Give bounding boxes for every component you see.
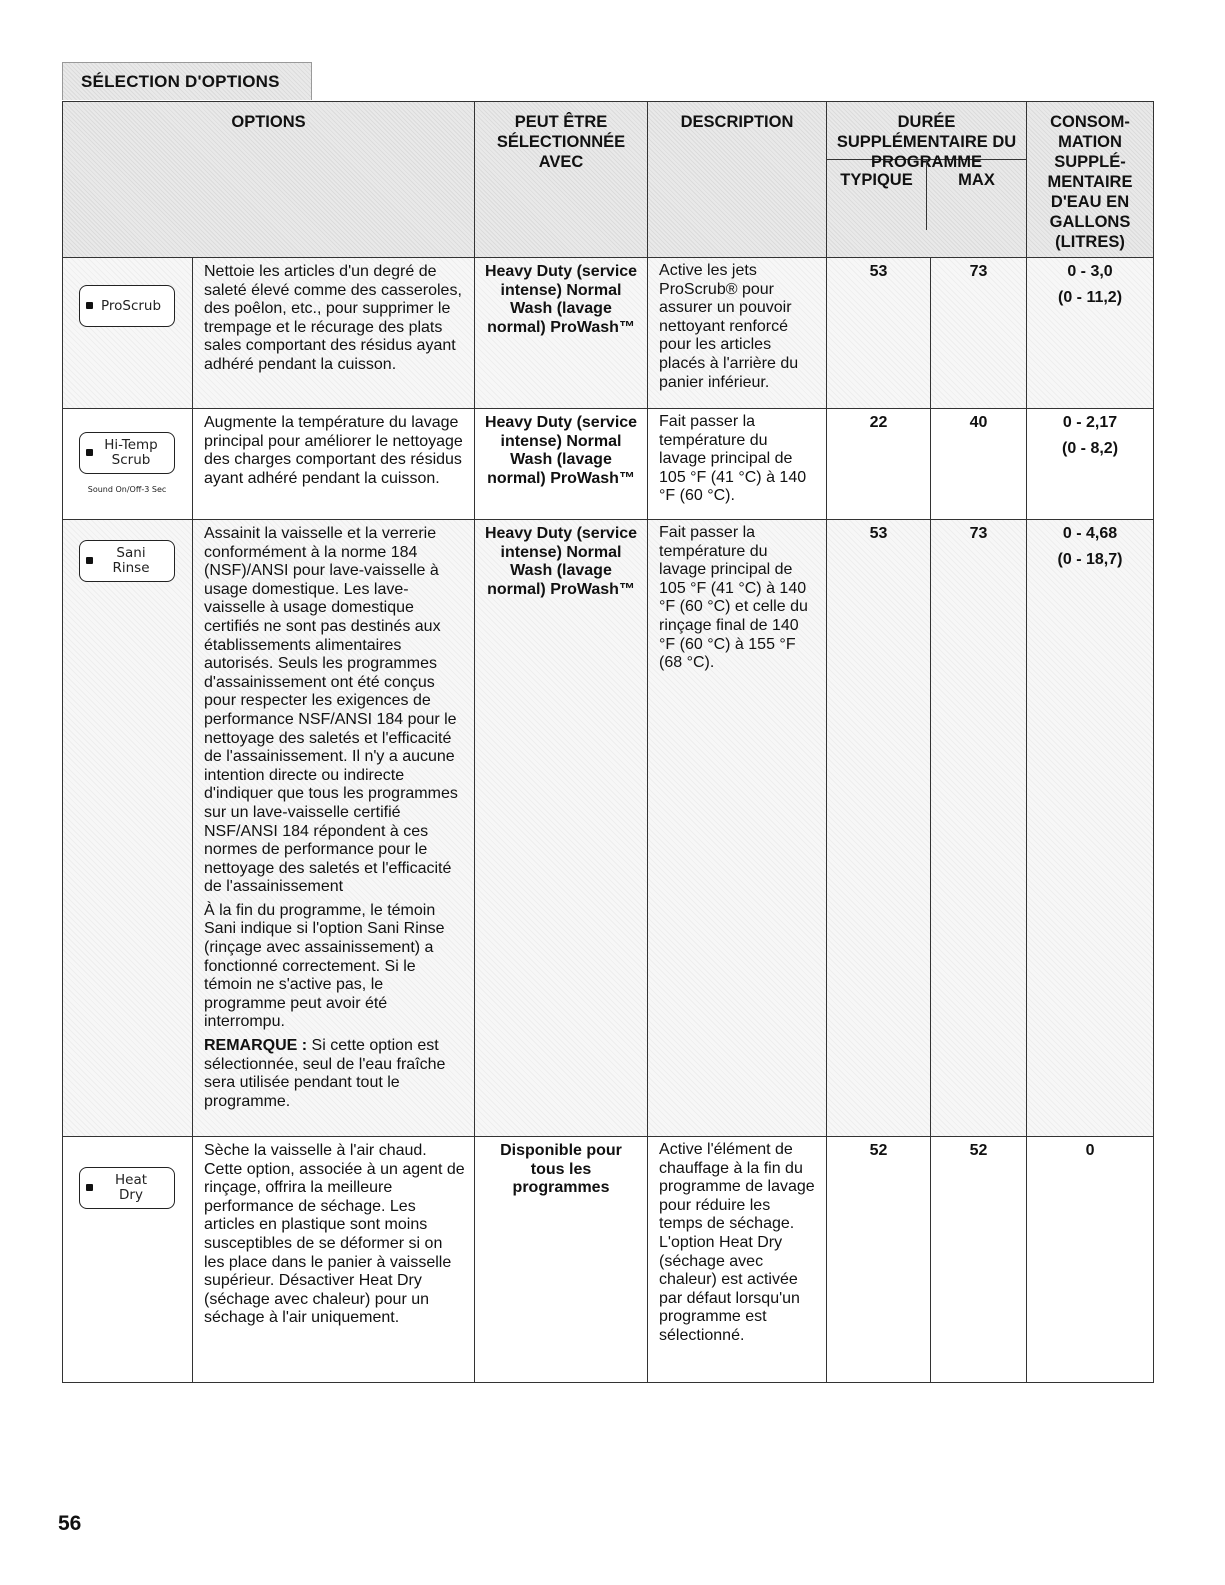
header-description: DESCRIPTION bbox=[648, 102, 827, 258]
option-description: Augmente la température du lavage principal pour améliorer le nettoyage des charges comportant des résidus ayant adhéré pendant la cuisson. bbox=[193, 409, 475, 520]
option-description: Sèche la vaisselle à l'air chaud. Cette option, associée à un agent de rinçage, offrira la meilleure performance de séchage. Les articles en plastique sont moins susceptibles de se déformer si on les place dans le panier à vaisselle supérieur. Désactiver Heat Dry (séchage avec chaleur) pour un séchage à l'air uniquement. bbox=[193, 1137, 475, 1383]
sani-rinse-button: Sani Rinse bbox=[79, 540, 175, 582]
table-row bbox=[63, 409, 1154, 520]
header-selectable-with: PEUT ÊTRE SÉLECTIONNÉE AVEC bbox=[475, 102, 648, 258]
header-water: CONSOM-MATION SUPPLÉ-MENTAIRE D'EAU EN GALLONS (LITRES) bbox=[1027, 102, 1154, 258]
button-caption: Sound On/Off-3 Sec bbox=[87, 485, 167, 494]
note: REMARQUE : Si cette option est sélectionnée, seul de l'eau fraîche sera utilisée pendant tout le programme. bbox=[204, 1037, 446, 1110]
header-typical: TYPIQUE bbox=[840, 171, 913, 189]
typical-duration: 53 bbox=[827, 258, 931, 409]
indicator-light-icon bbox=[86, 557, 93, 564]
max-duration: 52 bbox=[931, 1137, 1027, 1383]
option-effect: Fait passer la température du lavage principal de 105 °F (41 °C) à 140 °F (60 °C). bbox=[648, 409, 827, 520]
indicator-light-icon bbox=[86, 302, 93, 309]
option-icon-cell bbox=[63, 409, 193, 520]
selectable-with: Disponible pour tous les programmes bbox=[475, 1137, 648, 1383]
option-effect: Fait passer la température du lavage principal de 105 °F (41 °C) à 140 °F (60 °C) et celle du rinçage final de 140 °F (60 °C) à 155 °F (68 °C). bbox=[648, 520, 827, 1137]
option-description: Assainit la vaisselle et la verrerie conformément à la norme 184 (NSF)/ANSI pour lave-vaisselle à usage domestique. Les lave-vaisselle à usage domestique certifiés ne sont pas destinés aux établissements alimentaires autorisés. Seuls les programmes d'assainissement ont été conçus pour respecter les exigences de performance NSF/ANSI 184 pour le nettoyage des saletés et l'efficacité de l'assainissement. Il n'y a aucune intention directe ou indirecte d'indiquer que tous les programmes sur un lave-vaisselle certifié NSF/ANSI 184 répondent à ces normes de performance pour le nettoyage des saletés et l'efficacité de l'assainissement À la fin du programme, le témoin Sani indique si l'option Sani Rinse (rinçage avec assainissement) a fonctionné correctement. Si le témoin ne s'active pas, le programme peut avoir été interrompu. REMARQUE : Si cette option est sélectionnée, seul de l'eau fraîche sera utilisée pendant tout le programme. bbox=[193, 520, 475, 1137]
option-effect: Active l'élément de chauffage à la fin du programme de lavage pour réduire les temps de séchage. L'option Heat Dry (séchage avec chaleur) est activée par défaut lorsqu'un programme est sélectionné. bbox=[648, 1137, 827, 1383]
water-usage: 0 bbox=[1027, 1137, 1154, 1383]
section-title: SÉLECTION D'OPTIONS bbox=[62, 62, 312, 100]
page-number: 56 bbox=[58, 1512, 82, 1535]
header-row bbox=[63, 102, 1154, 258]
option-icon-cell bbox=[63, 258, 193, 409]
water-usage: 0 - 3,0 (0 - 11,2) bbox=[1027, 258, 1154, 409]
typical-duration: 53 bbox=[827, 520, 931, 1137]
selectable-with: Heavy Duty (service intense) Normal Wash (lavage normal) ProWash™ bbox=[475, 258, 648, 409]
table-row bbox=[63, 520, 1154, 1137]
hi-temp-scrub-button: Hi-Temp Scrub bbox=[79, 432, 175, 474]
max-duration: 73 bbox=[931, 258, 1027, 409]
table-row bbox=[63, 1137, 1154, 1383]
option-icon-cell bbox=[63, 520, 193, 1137]
indicator-light-icon bbox=[86, 449, 93, 456]
table-row bbox=[63, 258, 1154, 409]
selectable-with: Heavy Duty (service intense) Normal Wash (lavage normal) ProWash™ bbox=[475, 520, 648, 1137]
option-description: Nettoie les articles d'un degré de saleté élevé comme des casseroles, des poêlon, etc., pour supprimer le trempage et le récurage des plats sales comportant des résidus ayant adhéré pendant la cuisson. bbox=[193, 258, 475, 409]
header-options: OPTIONS bbox=[63, 102, 475, 258]
max-duration: 40 bbox=[931, 409, 1027, 520]
option-effect: Active les jets ProScrub® pour assurer un pouvoir nettoyant renforcé pour les articles placés à l'arrière du panier inférieur. bbox=[648, 258, 827, 409]
typical-duration: 52 bbox=[827, 1137, 931, 1383]
selectable-with: Heavy Duty (service intense) Normal Wash (lavage normal) ProWash™ bbox=[475, 409, 648, 520]
typical-duration: 22 bbox=[827, 409, 931, 520]
max-duration: 73 bbox=[931, 520, 1027, 1137]
proscrub-button: ProScrub bbox=[79, 285, 175, 327]
header-max: MAX bbox=[926, 160, 1026, 230]
water-usage: 0 - 2,17 (0 - 8,2) bbox=[1027, 409, 1154, 520]
water-usage: 0 - 4,68 (0 - 18,7) bbox=[1027, 520, 1154, 1137]
header-duration bbox=[827, 102, 1027, 258]
heat-dry-button: Heat Dry bbox=[79, 1167, 175, 1209]
options-table bbox=[62, 101, 1154, 1383]
indicator-light-icon bbox=[86, 1184, 93, 1191]
header-duration-title: DURÉE SUPPLÉMENTAIRE DU PROGRAMME bbox=[827, 102, 1026, 160]
option-icon-cell bbox=[63, 1137, 193, 1383]
